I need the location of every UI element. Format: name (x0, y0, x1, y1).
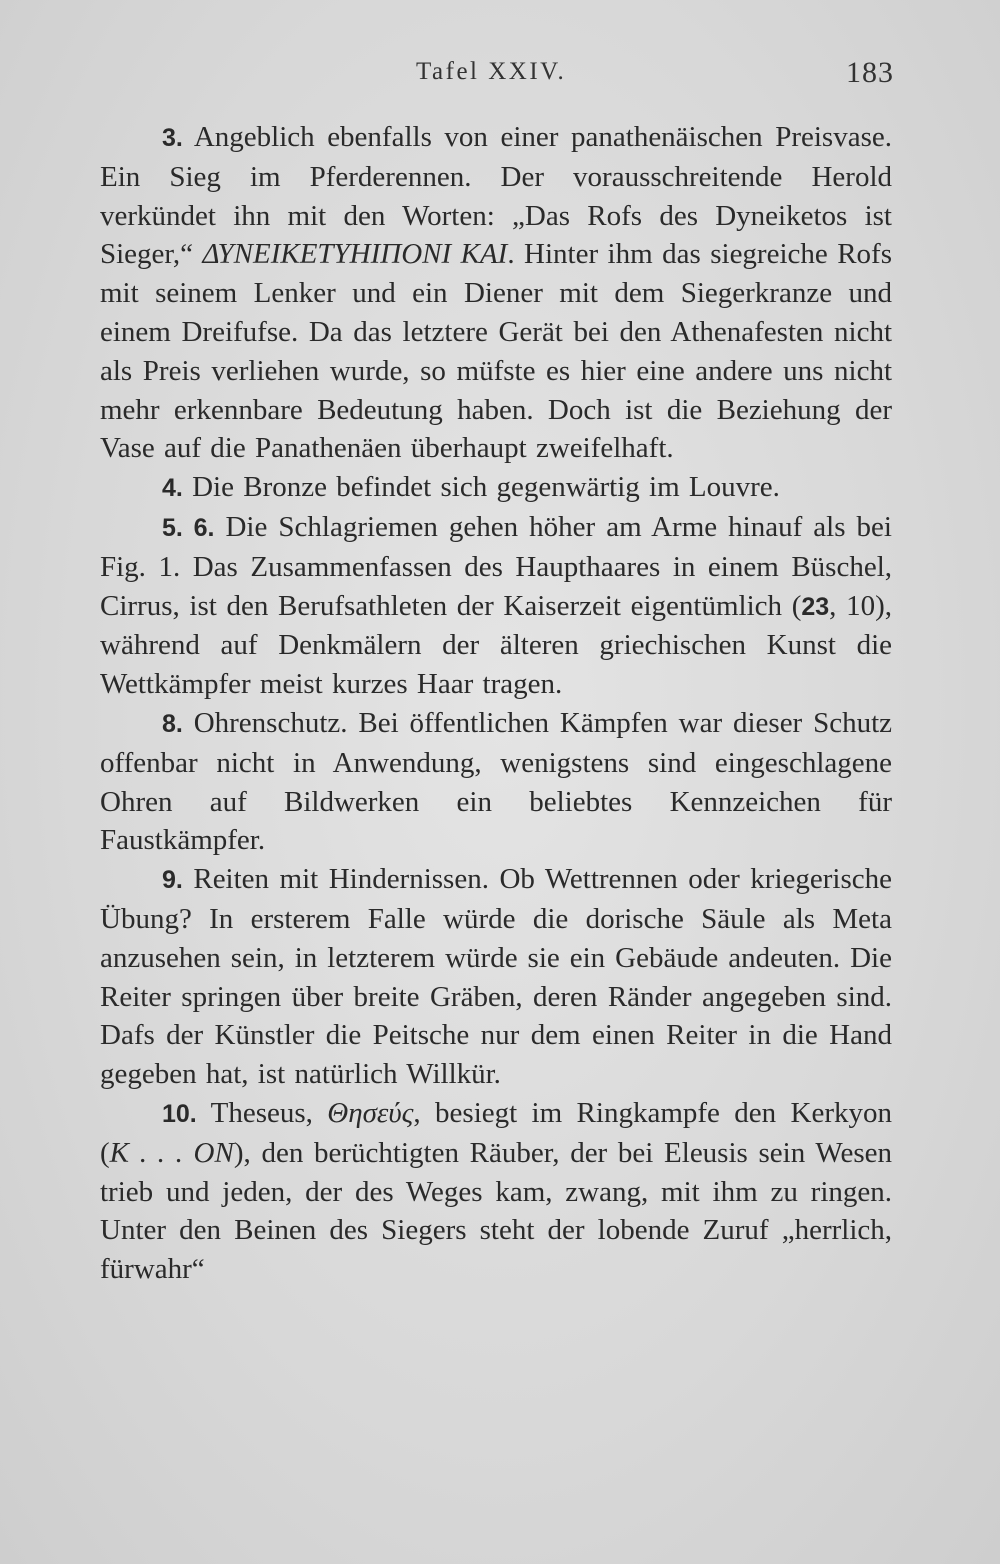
paragraph-text: Ohrenschutz. Bei öffentlichen Kämpfen war dieser Schutz offenbar nicht in Anwendung, wenigstens sind eingeschlagene Ohren auf Bildwerken ein beliebtes Kennzeichen für Faustkämpfer. (100, 706, 892, 857)
paragraph-text: Angeblich ebenfalls von einer panathenäischen Preisvase. Ein Sieg im Pferderennen. Der vorausschreitende Herold verkündet ihn mit den Worten: „Das Rofs des Dyneiketos ist Sieger,“ (100, 121, 892, 271)
paragraph-number: 8. (162, 709, 183, 738)
paragraph-9 (100, 860, 892, 1094)
running-title: Tafel XXIV. (416, 58, 567, 85)
paragraph-number: 5. 6. (162, 513, 215, 542)
paragraph-text: Die Schlagriemen gehen höher am Arme hinauf als bei Fig. 1. Das Zusammenfassen des Haupthaares in einem Büschel, Cirrus, ist den Berufsathleten der Kaiserzeit eigentümlich ( (100, 510, 892, 622)
paragraph-8 (100, 704, 892, 860)
paragraph-number: 9. (162, 866, 183, 895)
paragraph-4 (100, 468, 892, 508)
greek-inscription: ΔΥΝΕΙΚΕΤΥΗΙΠΟΝΙ ΚΑΙ (202, 238, 508, 271)
paragraph-text: , 10), während auf Denkmälern der älteren griechischen Kunst die Wettkämpfer meist kurzes Haar tragen. (100, 589, 892, 701)
paragraph-text: ), den berüchtigten Räuber, der bei Eleusis sein Wesen trieb und jeden, der des Weges kam, zwang, mit ihm zu ringen. Unter den Beinen des Siegers steht der lobende Zuruf „herrlich, fürwahr“ (100, 1136, 892, 1286)
page-header (0, 52, 1000, 92)
paragraph-text: . Hinter ihm das siegreiche Rofs mit seinem Lenker und ein Diener mit dem Siegerkranze und einem Dreifufse. Da das letztere Gerät bei den Athenafesten nicht als Preis verliehen wurde, so müfste es hier eine andere uns nicht mehr erkennbare Bedeutung haben. Doch ist die Beziehung der Vase auf die Panathenäen überhaupt zweifelhaft. (100, 238, 892, 465)
paragraph-text: Die Bronze befindet sich gegenwärtig im Louvre. (182, 471, 780, 504)
plate-reference: 23 (801, 592, 830, 621)
paragraph-number: 3. (162, 124, 183, 152)
page-number: 183 (846, 56, 894, 89)
paragraph-5-6 (100, 508, 892, 704)
paragraph-text: Theseus, (196, 1096, 328, 1129)
greek-inscription: Κ . . . ΟΝ (109, 1136, 234, 1169)
paragraph-number: 4. (162, 474, 183, 503)
body-text (100, 118, 892, 1289)
paragraph-10 (100, 1094, 892, 1289)
greek-name: Θησεύς (327, 1096, 414, 1129)
paragraph-text: , besiegt im Ringkampfe den Kerkyon ( (100, 1096, 892, 1169)
paragraph-number: 10. (162, 1099, 197, 1128)
paragraph-text: Reiten mit Hindernissen. Ob Wettrennen oder kriegerische Übung? In ersterem Falle würde die dorische Säule als Meta anzusehen sein, in letzterem würde sie ein Gebäude andeuten. Die Reiter springen über breite Gräben, deren Ränder angegeben sind. Dafs der Künstler die Peitsche nur dem einen Reiter in die Hand gegeben hat, ist natürlich Willkür. (100, 863, 892, 1091)
paragraph-3 (100, 118, 892, 468)
